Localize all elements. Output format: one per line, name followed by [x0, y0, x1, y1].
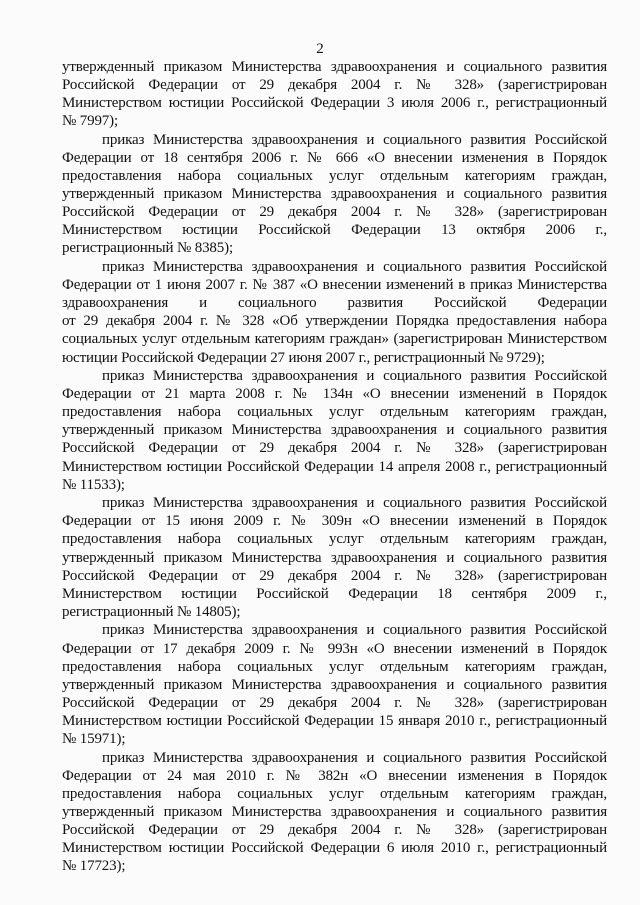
text-line: регистрационный № 8385); [62, 240, 233, 257]
text-line: Российской Федерации от 29 декабря 2004 г. № 328» (зарегистрирован [62, 204, 607, 221]
text-line: утвержденный приказом Министерства здравоохранения и социального развития [62, 803, 607, 820]
text-line: приказ Министерства здравоохранения и социального развития Российской [102, 749, 607, 766]
text-line: утвержденный приказом Министерства здравоохранения и социального развития [62, 186, 607, 203]
text-line: Министерством юстиции Российской Федерации 18 сентября 2009 г., [62, 585, 607, 602]
text-line: предоставления набора социальных услуг отдельным категориям граждан, [62, 531, 607, 548]
text-line: Федерации от 1 июня 2007 г. № 387 «О внесении изменений в приказ Министерства [62, 277, 607, 294]
text-line: приказ Министерства здравоохранения и социального развития Российской [102, 259, 607, 276]
paragraph [62, 58, 607, 130]
text-line: приказ Министерства здравоохранения и социального развития Российской [102, 368, 607, 385]
text-line: Федерации от 15 июня 2009 г. № 309н «О внесении изменений в Порядок [62, 513, 607, 530]
text-line: Федерации от 24 мая 2010 г. № 382н «О внесении изменения в Порядок [62, 767, 607, 784]
text-line: утвержденный приказом Министерства здравоохранения и социального развития [62, 549, 607, 566]
text-line: предоставления набора социальных услуг отдельным категориям граждан, [62, 785, 607, 802]
paragraph [62, 131, 607, 258]
text-line: Министерством юстиции Российской Федерации 6 июля 2010 г., регистрационный [62, 840, 607, 857]
text-line: приказ Министерства здравоохранения и социального развития Российской [102, 495, 607, 512]
text-line: предоставления набора социальных услуг отдельным категориям граждан, [62, 658, 607, 675]
text-line: Федерации от 21 марта 2008 г. № 134н «О внесении изменений в Порядок [62, 386, 607, 403]
text-line: предоставления набора социальных услуг отдельным категориям граждан, [62, 168, 607, 185]
text-line: утвержденный приказом Министерства здравоохранения и социального развития [62, 676, 607, 693]
text-line: утвержденный приказом Министерства здравоохранения и социального развития [62, 422, 607, 439]
text-line: от 29 декабря 2004 г. № 328 «Об утверждении Порядка предоставления набора [62, 313, 607, 330]
text-line: Российской Федерации от 29 декабря 2004 г. № 328» (зарегистрирован [62, 694, 607, 711]
page-number: 2 [316, 41, 324, 57]
text-line: приказ Министерства здравоохранения и социального развития Российской [102, 622, 607, 639]
text-line: юстиции Российской Федерации 27 июня 2007 г., регистрационный № 9729); [62, 349, 545, 366]
text-line: Российской Федерации от 29 декабря 2004 г. № 328» (зарегистрирован [62, 567, 607, 584]
text-line: предоставления набора социальных услуг отдельным категориям граждан, [62, 404, 607, 421]
text-line: Российской Федерации от 29 декабря 2004 г. № 328» (зарегистрирован [62, 821, 607, 838]
paragraph [62, 258, 607, 367]
text-line: № 15971); [62, 730, 126, 747]
paragraph [62, 367, 607, 494]
text-line: Российской Федерации от 29 декабря 2004 г. № 328» (зарегистрирован [62, 77, 607, 94]
text-line: Федерации от 17 декабря 2009 г. № 993н «О внесении изменений в Порядок [62, 640, 607, 657]
text-line: Министерством юстиции Российской Федерации 13 октября 2006 г., [62, 222, 607, 239]
text-line: регистрационный № 14805); [62, 603, 241, 620]
paragraph [62, 621, 607, 748]
text-line: Министерством юстиции Российской Федерации 15 января 2010 г., регистрационный [62, 712, 607, 729]
text-line: Российской Федерации от 29 декабря 2004 г. № 328» (зарегистрирован [62, 440, 607, 457]
text-line: Министерством юстиции Российской Федерации 3 июля 2006 г., регистрационный [62, 95, 607, 112]
text-line: приказ Министерства здравоохранения и социального развития Российской [102, 131, 607, 148]
text-line: социальных услуг отдельным категориям граждан» (зарегистрирован Министерством [62, 331, 607, 348]
text-line: Федерации от 18 сентября 2006 г. № 666 «О внесении изменения в Порядок [62, 149, 607, 166]
text-line: № 17723); [62, 858, 126, 875]
text-line: № 11533); [62, 476, 125, 493]
text-line: Министерством юстиции Российской Федерации 14 апреля 2008 г., регистрационный [62, 458, 607, 475]
text-line: здравоохранения и социального развития Российской Федерации [62, 295, 607, 312]
paragraph [62, 494, 607, 621]
document-body [62, 58, 607, 875]
paragraph [62, 749, 607, 876]
text-line: утвержденный приказом Министерства здравоохранения и социального развития [62, 59, 607, 75]
text-line: № 7997); [62, 113, 119, 130]
